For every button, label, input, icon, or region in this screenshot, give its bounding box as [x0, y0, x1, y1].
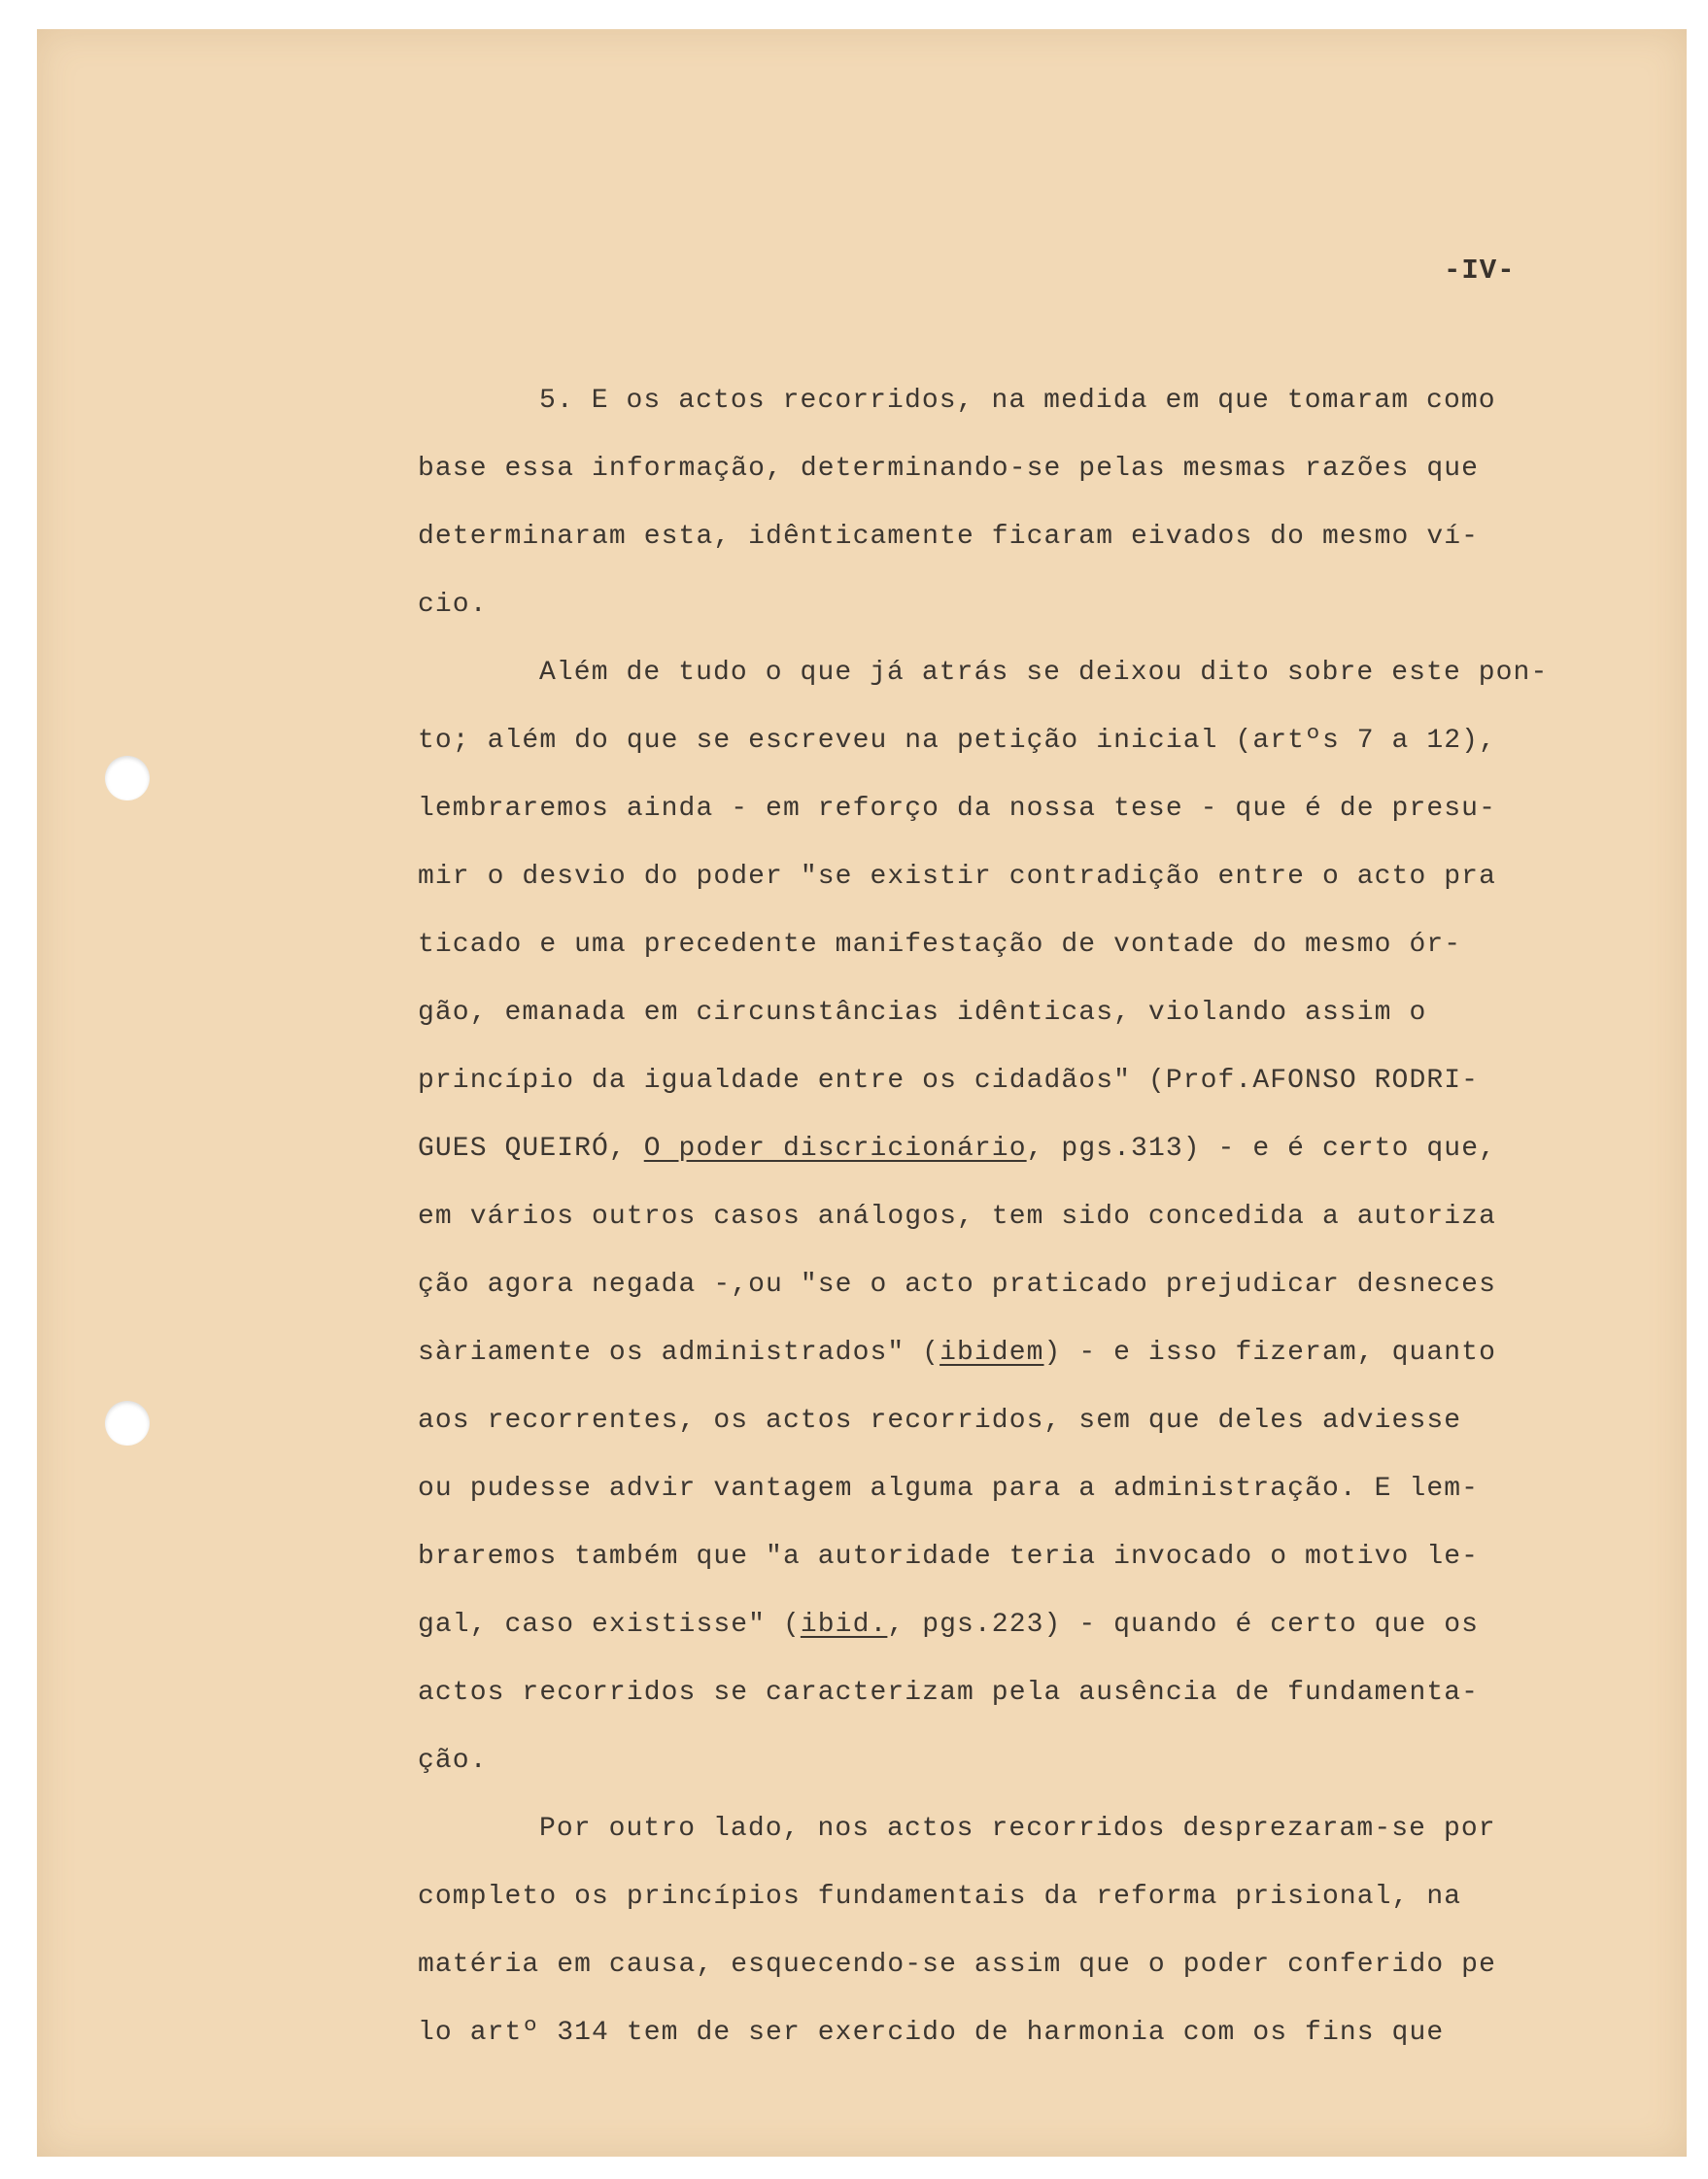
- text-line: mir o desvio do poder "se existir contradição entre o acto pra: [418, 862, 1496, 892]
- text-line: [418, 1115, 1642, 1183]
- text-segment: GUES QUEIRÓ,: [418, 1134, 644, 1164]
- text-line: completo os princípios fundamentais da reforma prisional, na: [418, 1882, 1462, 1912]
- text-line: [418, 1591, 1642, 1659]
- text-line: ção.: [418, 1746, 488, 1776]
- text-line: matéria em causa, esquecendo-se assim que o poder conferido pe: [418, 1950, 1496, 1980]
- text-segment: , pgs.313) - e é certo que,: [1026, 1134, 1496, 1164]
- text-segment: gal, caso existisse" (: [418, 1610, 801, 1640]
- text-line: [418, 1319, 1642, 1387]
- text-line: braremos também que "a autoridade teria invocado o motivo le-: [418, 1542, 1480, 1572]
- text-line: aos recorrentes, os actos recorridos, sem que deles adviesse: [418, 1406, 1462, 1436]
- text-line: gão, emanada em circunstâncias idênticas, violando assim o: [418, 998, 1427, 1028]
- text-line: ticado e uma precedente manifestação de vontade do mesmo ór-: [418, 930, 1462, 960]
- text-line: 5. E os actos recorridos, na medida em que tomaram como: [539, 386, 1496, 416]
- text-segment: sàriamente os administrados" (: [418, 1338, 940, 1368]
- text-segment: , pgs.223) - quando é certo que os: [887, 1610, 1480, 1640]
- text-line: to; além do que se escreveu na petição inicial (artºs 7 a 12),: [418, 726, 1496, 756]
- text-line: determinaram esta, idênticamente ficaram eivados do mesmo ví-: [418, 522, 1480, 552]
- text-line: actos recorridos se caracterizam pela ausência de fundamenta-: [418, 1678, 1480, 1708]
- text-segment: ) - e isso fizeram, quanto: [1043, 1338, 1496, 1368]
- text-line: base essa informação, determinando-se pelas mesmas razões que: [418, 454, 1480, 484]
- citation-ibidem: ibidem: [939, 1338, 1044, 1368]
- text-line: cio.: [418, 590, 488, 620]
- punch-hole-top: [105, 756, 150, 800]
- text-line: lo artº 314 tem de ser exercido de harmonia com os fins que: [418, 2018, 1445, 2048]
- text-line: Além de tudo o que já atrás se deixou dito sobre este pon-: [539, 658, 1549, 688]
- text-line: princípio da igualdade entre os cidadãos" (Prof.AFONSO RODRI-: [418, 1066, 1480, 1096]
- cited-work-title: O poder discricionário: [643, 1134, 1027, 1164]
- text-line: ou pudesse advir vantagem alguma para a administração. E lem-: [418, 1474, 1480, 1504]
- citation-ibid: ibid.: [800, 1610, 888, 1640]
- text-line: Por outro lado, nos actos recorridos desprezaram-se por: [539, 1814, 1496, 1844]
- punch-hole-bottom: [105, 1401, 150, 1446]
- document-body: [418, 367, 1642, 2067]
- page-number: -IV-: [1444, 255, 1516, 287]
- text-line: em vários outros casos análogos, tem sido concedida a autoriza: [418, 1202, 1496, 1232]
- text-line: lembraremos ainda - em reforço da nossa tese - que é de presu-: [418, 794, 1496, 824]
- text-line: ção agora negada -,ou "se o acto praticado prejudicar desneces: [418, 1270, 1496, 1300]
